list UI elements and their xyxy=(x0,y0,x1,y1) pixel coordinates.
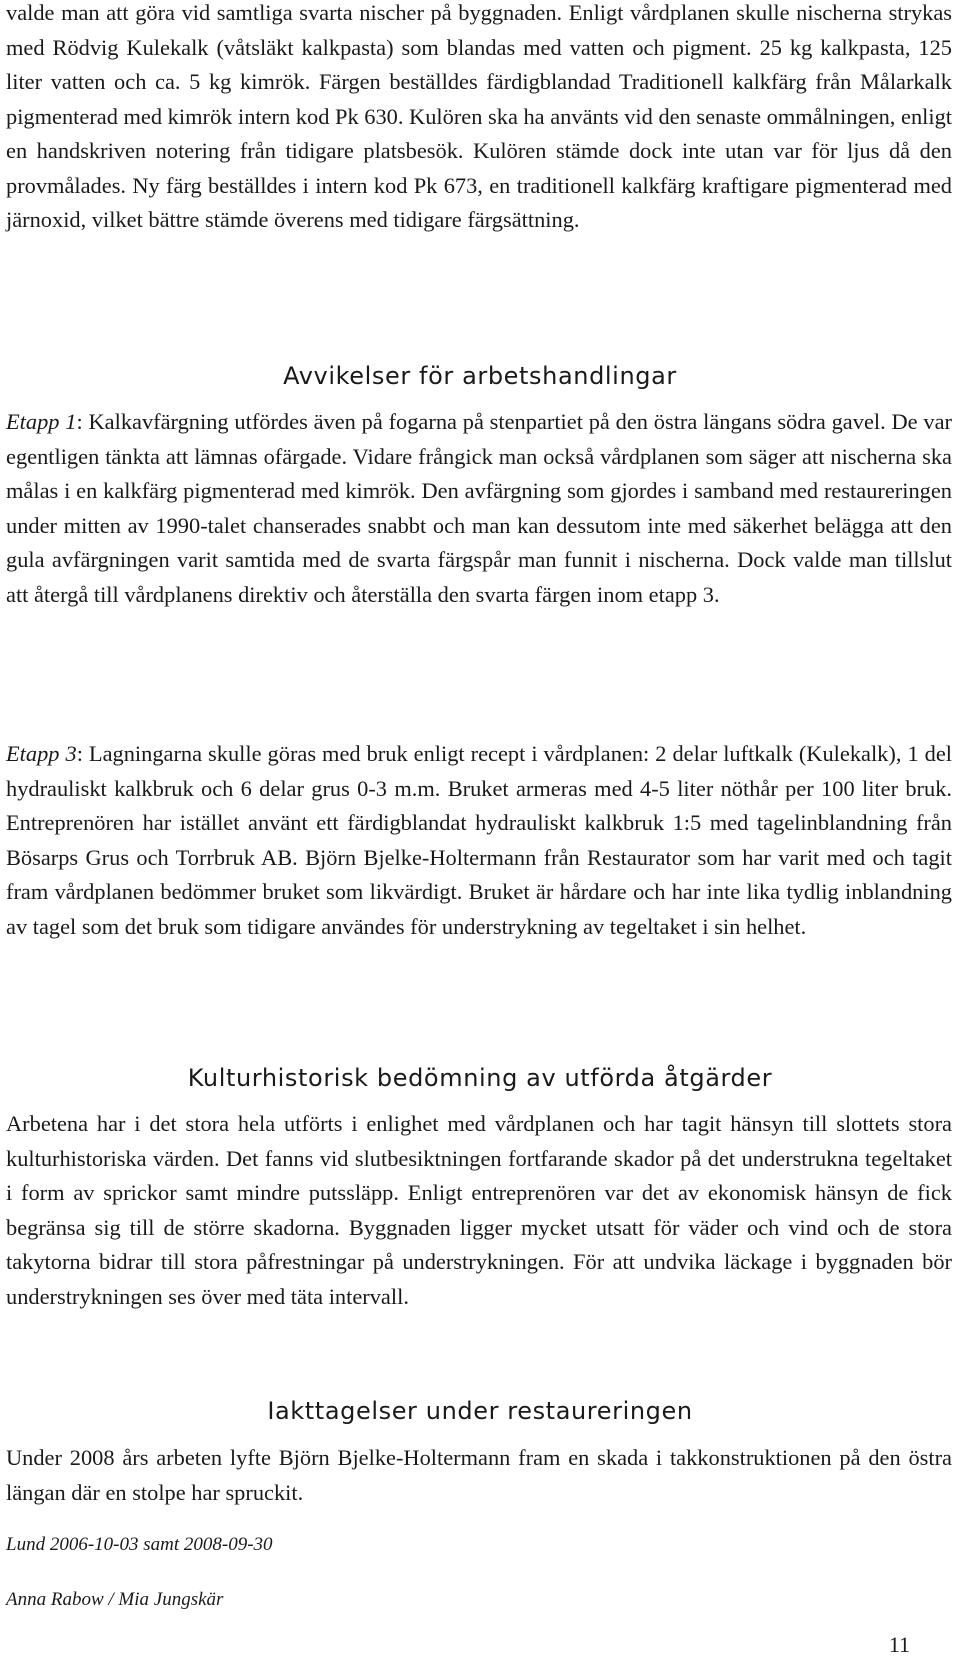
etapp3-paragraph xyxy=(6,737,952,944)
kulturhistorisk-paragraph: Arbetena har i det stora hela utförts i enlighet med vårdplanen och har tagit hänsyn till slottets stora kulturhistoriska värden. Det fanns vid slutbesiktningen fortfarande skador på det understrukna tegeltaket i form av sprickor samt mindre putssläpp. Enligt entreprenören var det av ekonomisk hänsyn de fick begränsa sig till de större skadorna. Byggnaden ligger mycket utsatt för väder och vind och de stora takytorna bidrar till stora påfrestningar på understrykningen. För att undvika läckage i byggnaden bör understrykningen ses över med täta intervall. xyxy=(6,1111,952,1309)
iakttagelser-paragraph: Under 2008 års arbeten lyfte Björn Bjelke-Holtermann fram en skada i takkonstruktionen på den östra längan där en stolpe har spruckit. xyxy=(6,1445,952,1505)
intro-paragraph: valde man att göra vid samtliga svarta nischer på byggnaden. Enligt vårdplanen skulle nischerna strykas med Rödvig Kulekalk (våtsläkt kalkpasta) som blandas med vatten och pigment. 25 kg kalkpasta, 125 liter vatten och ca. 5 kg kimrök. Färgen beställdes färdigblandad Traditionell kalkfärg från Målarkalk pigmenterad med kimrök intern kod Pk 630. Kulören ska ha använts vid den senaste ommålningen, enligt en handskriven notering från tidigare platsbesök. Kulören stämde dock inte utan var för ljus då den provmålades. Ny färg beställdes i intern kod Pk 673, en traditionell kalkfärg kraftigare pigmenterad med järnoxid, vilket bättre stämde överens med tidigare färgsättning. xyxy=(6,0,952,232)
etapp3-text: : Lagningarna skulle göras med bruk enligt recept i vårdplanen: 2 delar luftkalk (Kulekalk), 1 del hydrauliskt kalkbruk och 6 delar grus 0-3 m.m. Bruket armeras med 4-5 liter nöthår per 100 liter bruk. Entreprenören har istället använt ett färdigblandat hydrauliskt kalkbruk 1:5 med tagelinblandning från Bösarps Grus och Torrbruk AB. Björn Bjelke-Holtermann från Restaurator som har varit med och tagit fram vårdplanen bedömmer bruket som likvärdigt. Bruket är hårdare och har inte lika tydlig inblandning av tagel som det bruk som tidigare användes för understrykning av tegeltaket i sin helhet. xyxy=(6,741,952,939)
heading-avvikelser: Avvikelser för arbetshandlingar xyxy=(283,362,677,390)
etapp3-label: Etapp 3 xyxy=(6,741,77,766)
signature-place-date: Lund 2006-10-03 samt 2008-09-30 xyxy=(6,1534,273,1555)
etapp1-paragraph xyxy=(6,405,952,612)
heading-iakttagelser: Iakttagelser under restaureringen xyxy=(267,1397,693,1425)
etapp1-text: : Kalkavfärgning utfördes även på fogarna på stenpartiet på den östra längans södra gavel. De var egentligen tänkta att lämnas ofärgade. Vidare frångick man också vårdplanen som säger att nischerna ska målas i en kalkfärg pigmenterad med kimrök. Den avfärgning som gjordes i samband med restaureringen under mitten av 1990-talet chanserades snabbt och man kan dessutom inte med säkerhet belägga att den gula avfärgningen varit samtida med de svarta färgspår man funnit i nischerna. Dock valde man tillslut att återgå till vårdplanens direktiv och återställa den svarta färgen inom etapp 3. xyxy=(6,409,952,607)
page-number: 11 xyxy=(888,1632,910,1657)
etapp1-label: Etapp 1 xyxy=(6,409,77,434)
heading-kulturhistorisk: Kulturhistorisk bedömning av utförda åtgärder xyxy=(187,1064,773,1092)
signature-names: Anna Rabow / Mia Jungskär xyxy=(6,1589,224,1610)
